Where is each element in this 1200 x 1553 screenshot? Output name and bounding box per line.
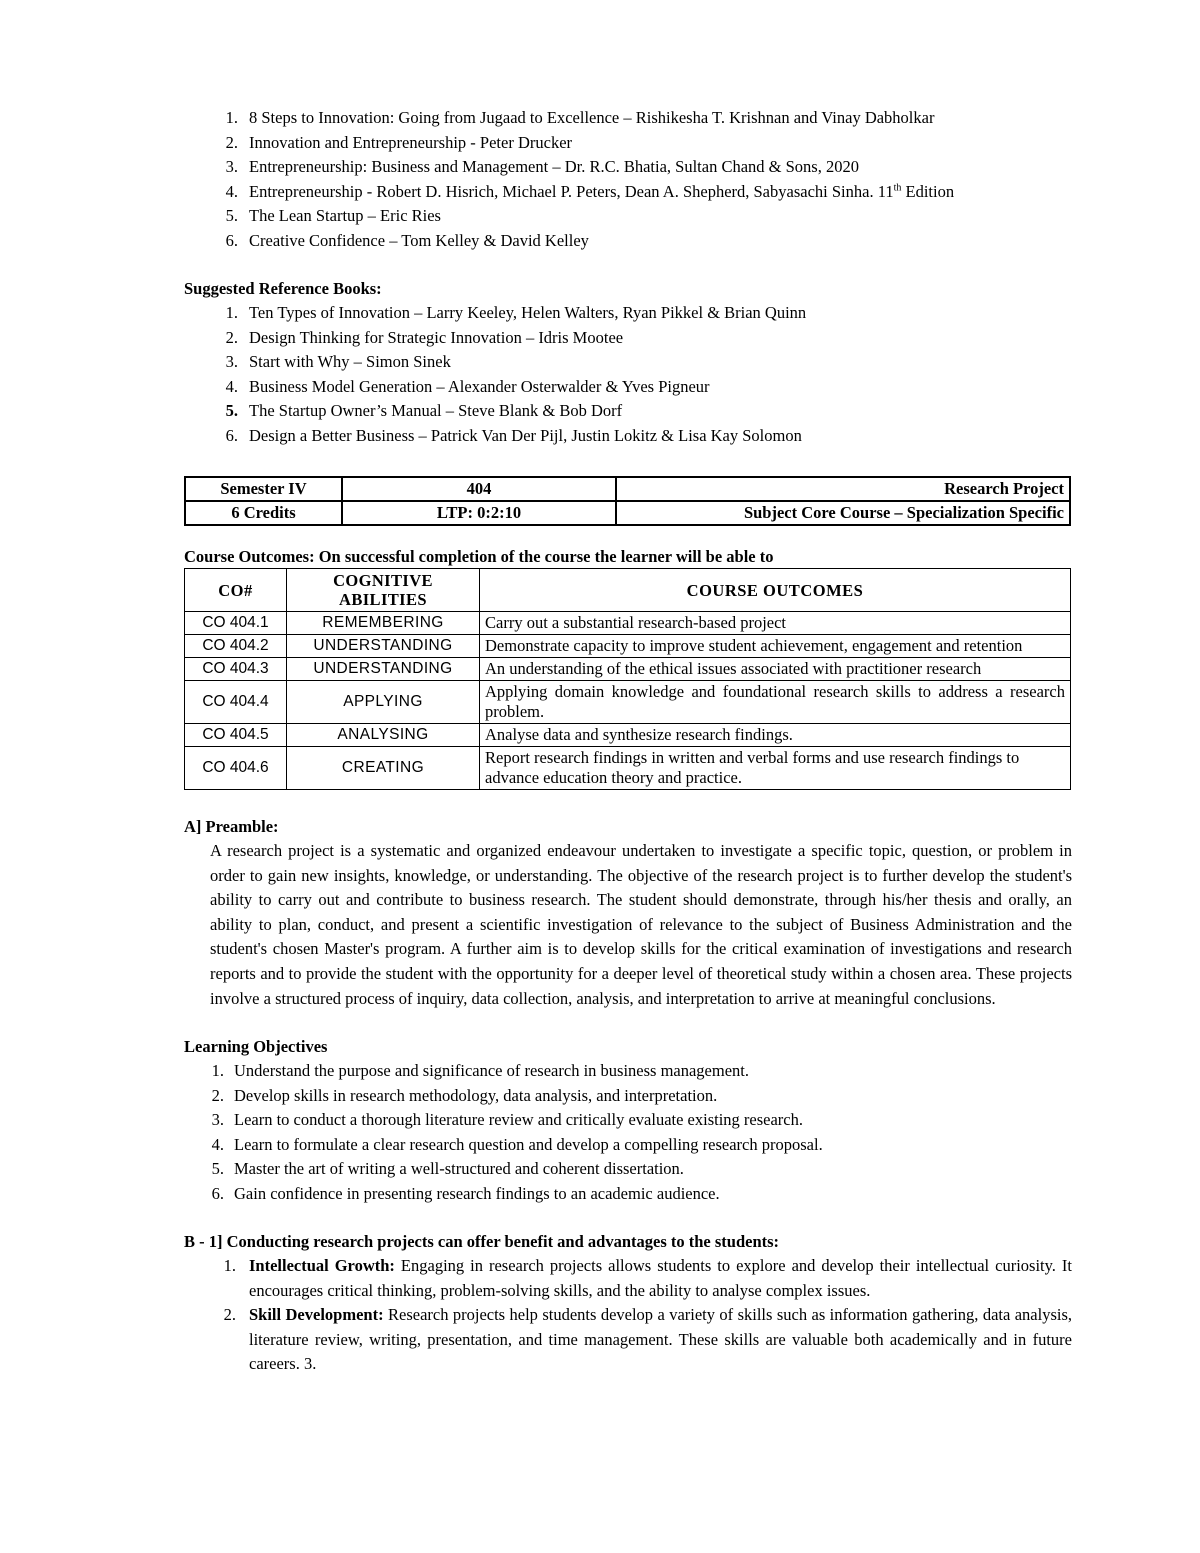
list-item: 1. Intellectual Growth: Engaging in research projects allows students to explore and develop their intellectual curiosity. It encourages critical thinking, problem-solving skills, and the ability to analyse complex issues. <box>223 1256 1072 1300</box>
table-row: CO 404.4 APPLYING Applying domain knowledge and foundational research skills to address a research problem. <box>185 681 1071 724</box>
list-item: 5. Master the art of writing a well-structured and coherent dissertation. <box>211 1159 684 1179</box>
table-header-row <box>185 569 1071 612</box>
table-row: CO 404.6 CREATING Report research findings in written and verbal forms and use research findings to advance education theory and practice. <box>185 747 1071 790</box>
course-outcomes-table <box>184 568 1071 790</box>
table-row <box>185 477 1070 501</box>
list-item: 2. Design Thinking for Strategic Innovation – Idris Mootee <box>225 327 624 347</box>
list-item: 3. Start with Why – Simon Sinek <box>225 352 451 371</box>
table-row: CO 404.5 ANALYSING Analyse data and synthesize research findings. <box>185 724 1071 747</box>
semester-cell: Semester IV <box>185 477 342 501</box>
course-type-cell: Subject Core Course – Specialization Specific <box>616 501 1070 525</box>
semester-table <box>184 476 1071 526</box>
list-item: 4. Entrepreneurship - Robert D. Hisrich, Michael P. Peters, Dean A. Shepherd, Sabyasachi Sinha. 11th Edition <box>225 181 955 201</box>
superscript: th <box>893 182 902 193</box>
credits-cell: 6 Credits <box>185 501 342 525</box>
list-item: 4. Business Model Generation – Alexander Osterwalder & Yves Pigneur <box>225 376 710 396</box>
course-outcomes-intro: Course Outcomes: On successful completion of the course the learner will be able to <box>184 547 774 566</box>
table-row: CO 404.2 UNDERSTANDING Demonstrate capacity to improve student achievement, engagement and retention <box>185 635 1071 658</box>
reference-list <box>184 301 1072 448</box>
reference-heading: Suggested Reference Books: <box>184 279 382 298</box>
list-item: 1. Ten Types of Innovation – Larry Keeley, Helen Walters, Ryan Pikkel & Brian Quinn <box>225 303 807 322</box>
table-row <box>185 501 1070 525</box>
col-header-co: CO# <box>185 569 287 612</box>
table-row: CO 404.3 UNDERSTANDING An understanding of the ethical issues associated with practitioner research <box>185 658 1071 681</box>
list-item: 6. Design a Better Business – Patrick Van Der Pijl, Justin Lokitz & Lisa Kay Solomon <box>225 425 802 445</box>
list-item: 4. Learn to formulate a clear research question and develop a compelling research proposal. <box>211 1134 823 1154</box>
col-header-outcomes: COURSE OUTCOMES <box>480 569 1071 612</box>
ltp-cell: LTP: 0:2:10 <box>342 501 616 525</box>
list-item: 6. Creative Confidence – Tom Kelley & David Kelley <box>225 230 589 250</box>
objectives-list <box>184 1059 1072 1206</box>
list-item: 6. Gain confidence in presenting research findings to an academic audience. <box>211 1183 720 1203</box>
course-name-cell: Research Project <box>616 477 1070 501</box>
table-row: CO 404.1 REMEMBERING Carry out a substantial research-based project <box>185 612 1071 635</box>
list-item: 5. The Startup Owner’s Manual – Steve Blank & Bob Dorf <box>225 401 623 420</box>
list-item: 5. The Lean Startup – Eric Ries <box>225 206 441 225</box>
list-item: 2. Innovation and Entrepreneurship - Peter Drucker <box>225 132 573 152</box>
col-header-abilities: COGNITIVE ABILITIES <box>287 569 480 612</box>
document-page <box>184 106 1072 1377</box>
list-item: 1. 8 Steps to Innovation: Going from Jugaad to Excellence – Rishikesha T. Krishnan and Vinay Dabholkar <box>225 108 935 127</box>
list-item: 3. Entrepreneurship: Business and Management – Dr. R.C. Bhatia, Sultan Chand & Sons, 2020 <box>225 157 859 176</box>
list-item: 2. Skill Development: Research projects help students develop a variety of skills such as information gathering, data analysis, literature review, writing, presentation, and time management. These skills are valuable both academically and in future careers. 3. <box>223 1305 1072 1374</box>
preamble-heading: A] Preamble: <box>184 817 279 836</box>
list-item: 2. Develop skills in research methodology, data analysis, and interpretation. <box>211 1085 718 1105</box>
benefits-heading: B - 1] Conducting research projects can offer benefit and advantages to the students: <box>184 1232 780 1252</box>
list-item: 3. Learn to conduct a thorough literature review and critically evaluate existing research. <box>211 1110 804 1130</box>
preamble-text: A research project is a systematic and organized endeavour undertaken to investigate a specific topic, question, or problem in order to gain new insights, knowledge, or understanding. The objective of the research project is to further develop the student's ability to carry out and contribute to business research. The student should demonstrate, through his/her thesis and orally, an ability to plan, conduct, and present a scientific investigation of relevance to the subject of Business Administration and the student's chosen Master's program. A further aim is to develop skills for the critical examination of investigations and research reports and to provide the student with the opportunity for a deeper level of theoretical study within a chosen area. These projects involve a structured process of inquiry, data collection, analysis, and interpretation to arrive at meaningful conclusions. <box>210 841 1072 1008</box>
benefits-list <box>184 1254 1072 1377</box>
textbook-list <box>184 106 1072 253</box>
list-item: 1. Understand the purpose and significance of research in business management. <box>211 1061 749 1081</box>
course-code-cell: 404 <box>342 477 616 501</box>
objectives-heading: Learning Objectives <box>184 1037 328 1057</box>
